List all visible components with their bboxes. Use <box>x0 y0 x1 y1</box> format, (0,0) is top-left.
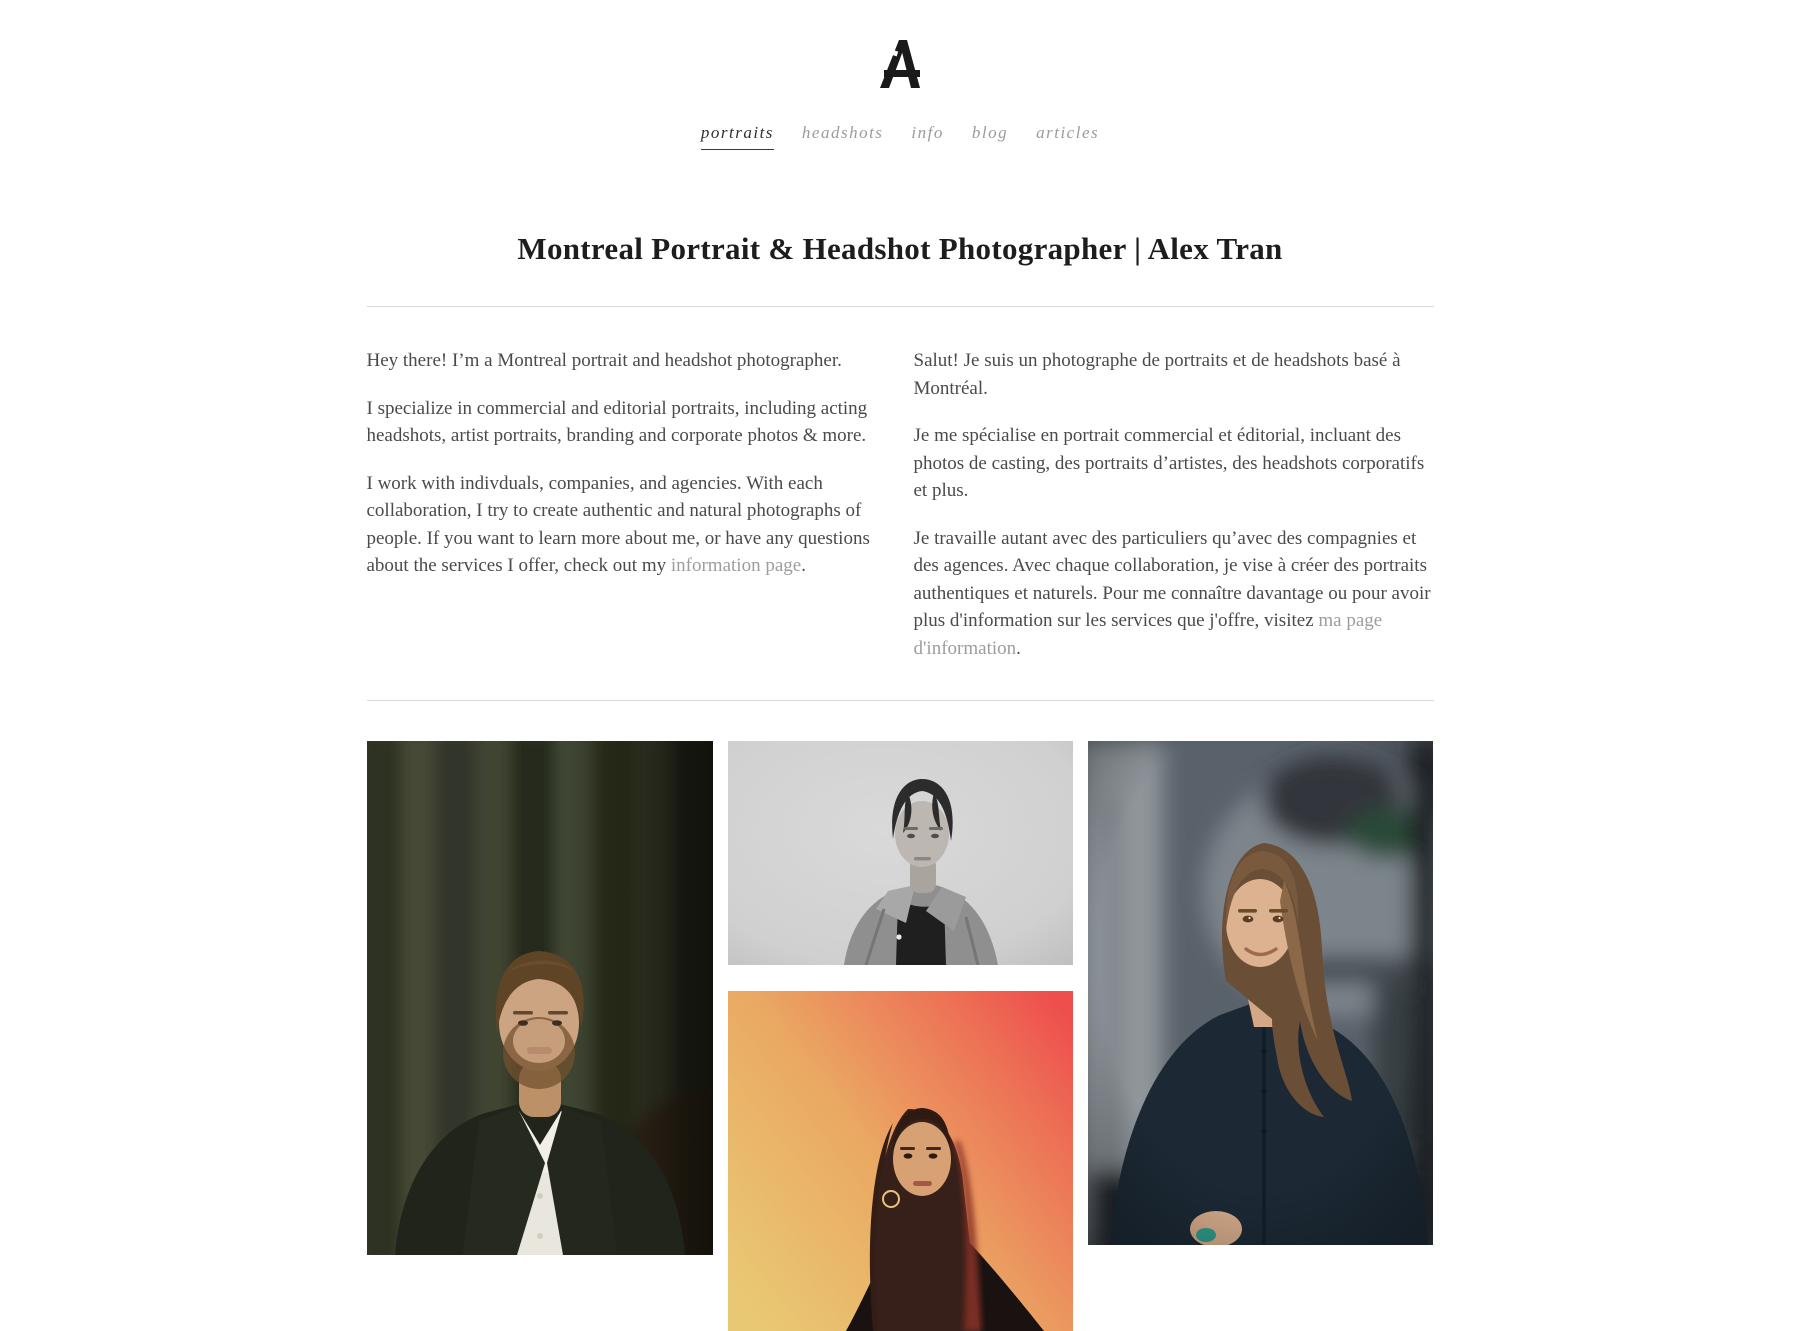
intro-fr-paragraph-1: Salut! Je suis un photographe de portraits et de headshots basé à Montréal. <box>913 350 1401 399</box>
gallery-photo-home-interior[interactable] <box>1088 741 1433 1331</box>
intro-en-paragraph-3-text: I work with indivduals, companies, and agencies. With each collaboration, I try to create authentic and natural photographs of people. If you want to learn more about me, or have any questions about the services I offer, check out my <box>366 472 870 576</box>
intro-en-paragraph-3-period: . <box>801 555 806 576</box>
main-content <box>367 230 1434 1331</box>
gallery-photo-bw-denim[interactable] <box>728 741 1073 965</box>
home-interior-portrait-image <box>1088 741 1433 1245</box>
nav-item-blog[interactable]: blog <box>971 123 1009 142</box>
divider-bottom <box>367 700 1434 701</box>
intro-french-column <box>914 347 1434 700</box>
intro-en-paragraph-3 <box>367 470 887 580</box>
gallery-middle-column <box>728 741 1073 1331</box>
intro-en-paragraph-1: Hey there! I’m a Montreal portrait and headshot photographer. <box>366 350 842 371</box>
intro-fr-paragraph-3-text: Je travaille autant avec des particuliers qu’avec des compagnies et des agences. Avec chaque collaboration, je vise à créer des portraits authentiques et naturels. Pour me connaître davantage ou pour avoir plus d'information sur les services que j'offre, visitez <box>913 527 1431 631</box>
intro-fr-paragraph-2: Je me spécialise en portrait commercial et éditorial, incluant des photos de casting, des portraits d’artistes, des headshots corporatifs et plus. <box>913 425 1425 501</box>
bw-denim-portrait-image <box>728 741 1073 965</box>
intro-section <box>367 307 1434 700</box>
intro-fr-paragraph-3 <box>914 525 1434 663</box>
gallery-photo-orange-gradient[interactable] <box>728 991 1073 1331</box>
nav-item-articles[interactable]: articles <box>1036 123 1100 142</box>
intro-english-column <box>367 347 887 700</box>
page-title: Montreal Portrait & Headshot Photographer | Alex Tran <box>517 231 1283 266</box>
intro-en-paragraph-2: I specialize in commercial and editorial portraits, including acting headshots, artist portraits, branding and corporate photos & more. <box>366 397 868 446</box>
logo[interactable] <box>880 40 920 88</box>
portfolio-gallery <box>367 741 1434 1331</box>
logo-a-icon <box>880 40 920 88</box>
nav-item-portraits[interactable]: portraits <box>701 123 774 150</box>
orange-gradient-portrait-image <box>728 991 1073 1331</box>
site-header <box>0 0 1800 150</box>
main-nav <box>0 123 1800 150</box>
gallery-photo-green-curtain[interactable] <box>367 741 713 1331</box>
nav-item-info[interactable]: info <box>911 123 944 142</box>
intro-fr-paragraph-3-period: . <box>1016 637 1021 659</box>
information-page-link-fr[interactable]: ma page d'information <box>913 610 1383 659</box>
information-page-link[interactable]: information page <box>670 555 802 576</box>
nav-item-headshots[interactable]: headshots <box>801 123 884 142</box>
green-curtain-portrait-image <box>367 741 713 1255</box>
